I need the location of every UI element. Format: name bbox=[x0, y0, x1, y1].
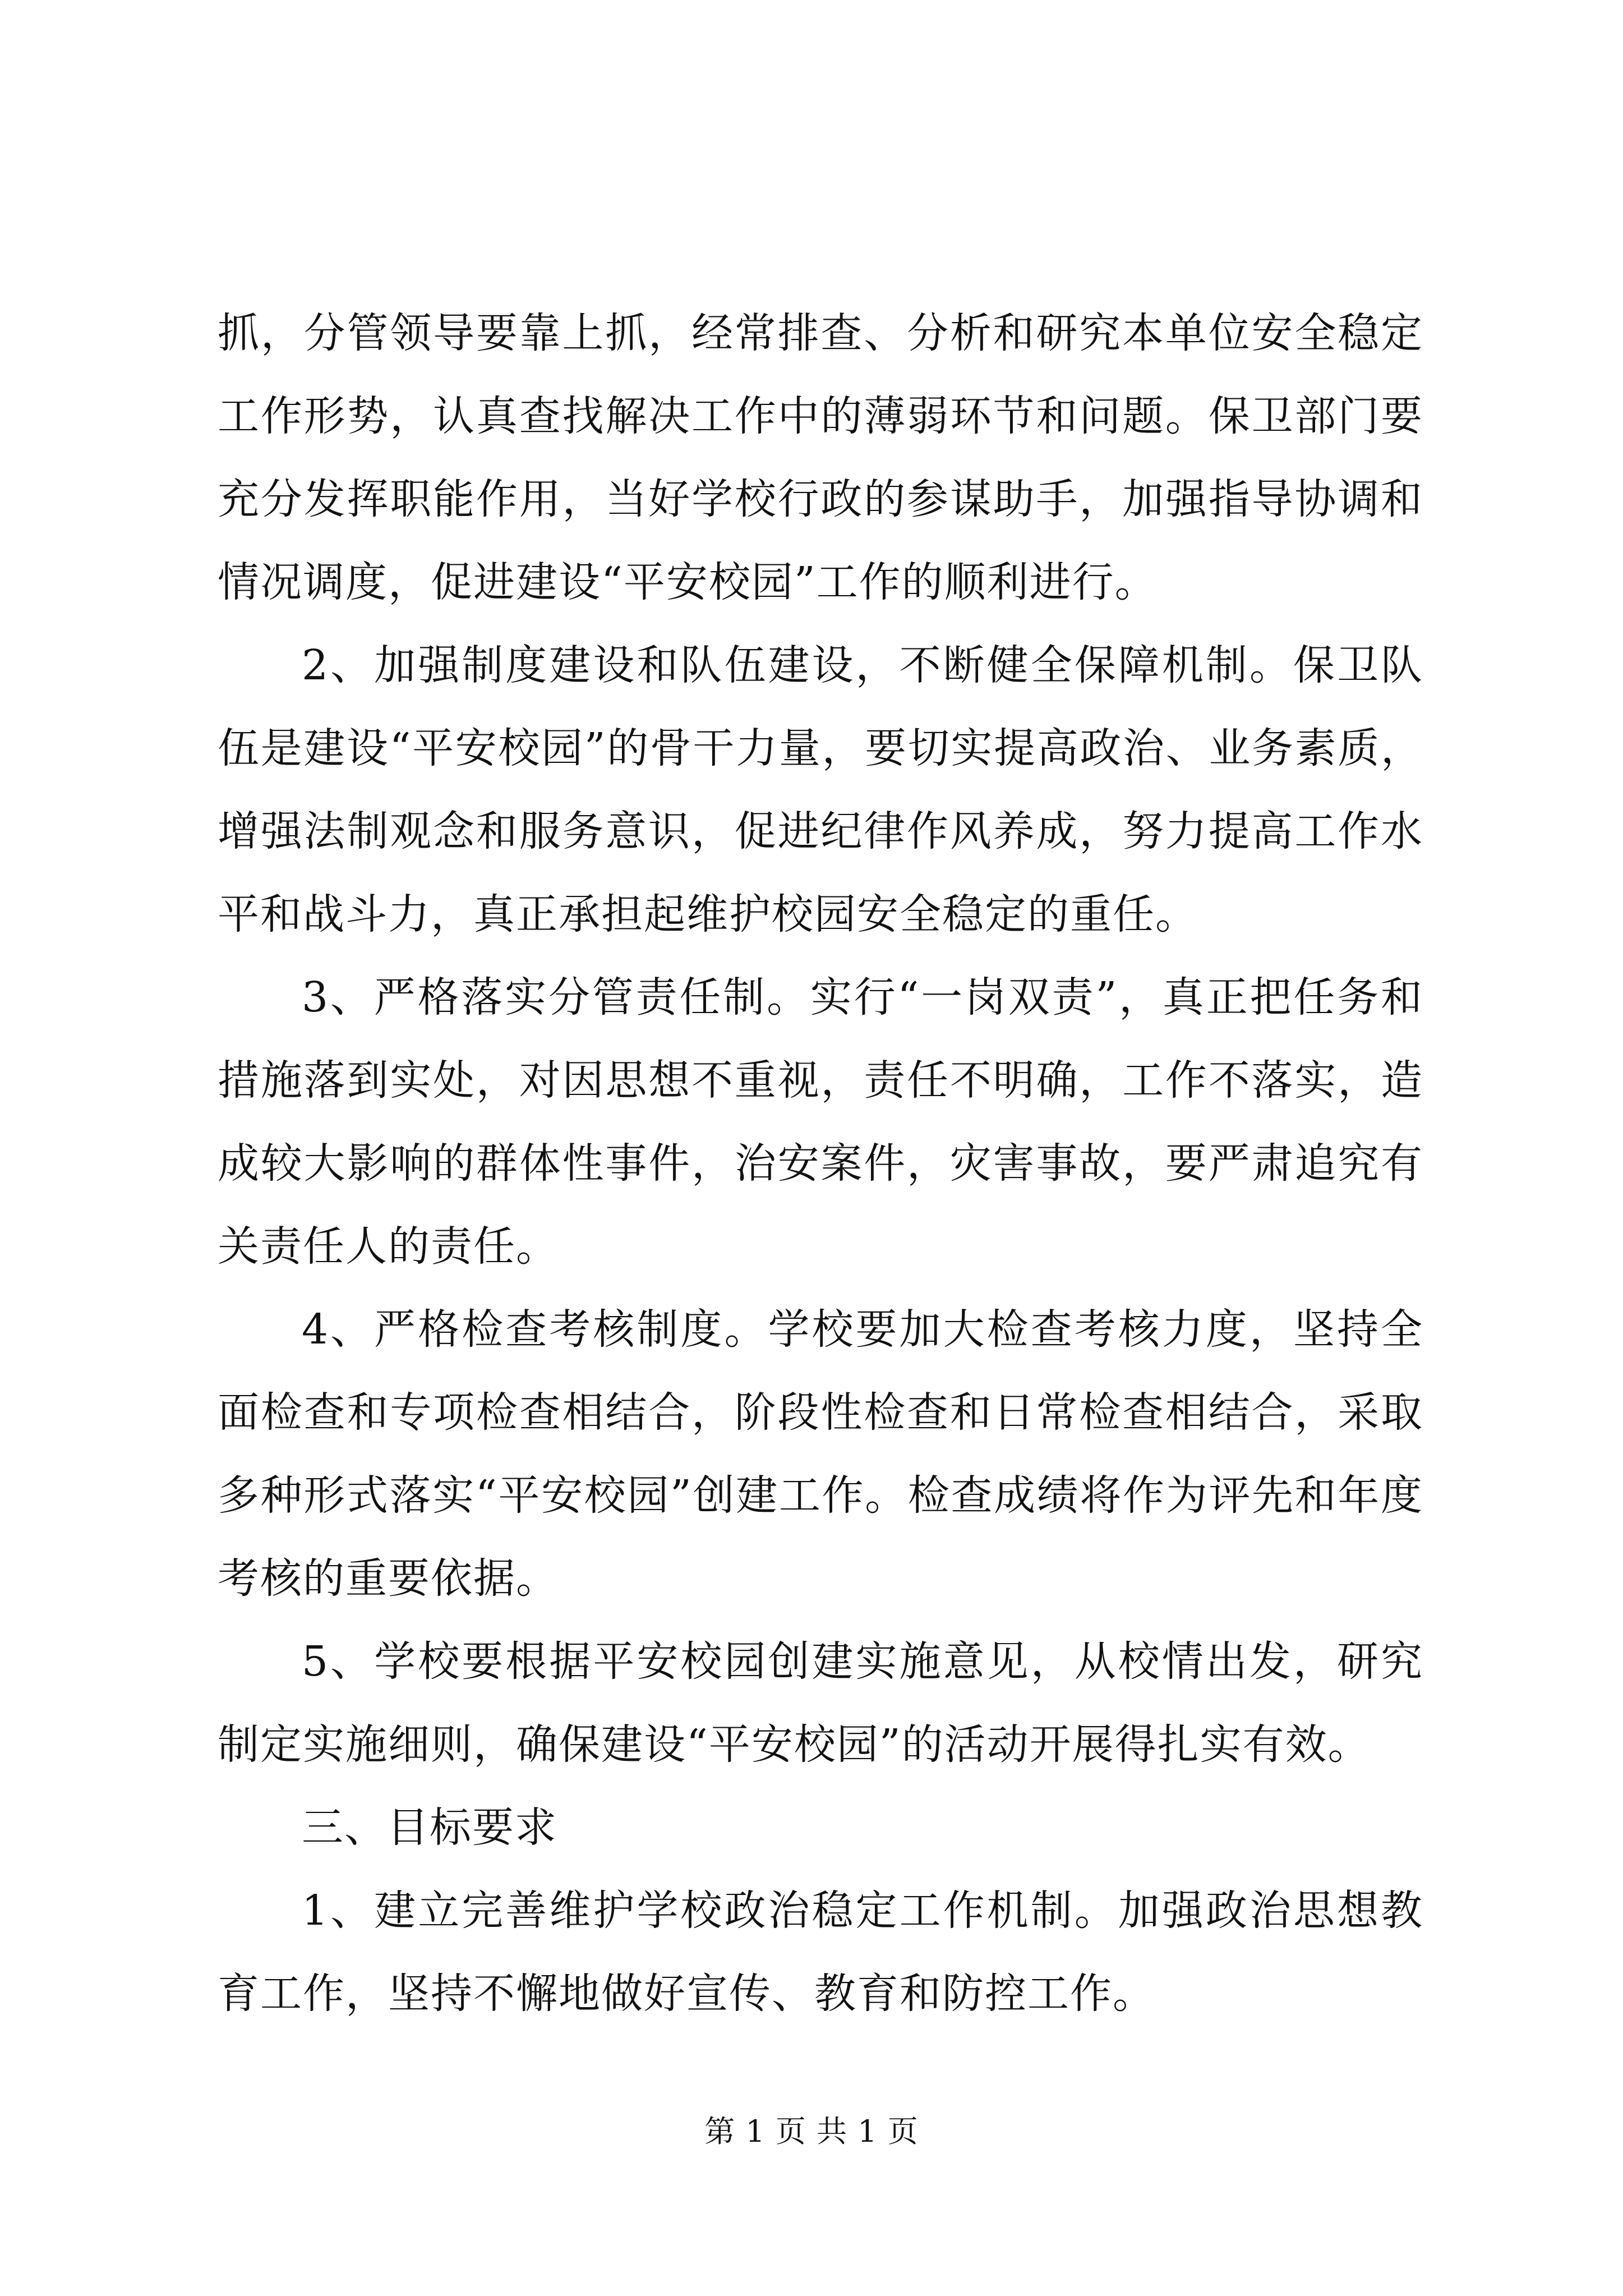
paragraph-item-2: 2、加强制度建设和队伍建设，不断健全保障机制。保卫队伍是建设“平安校园”的骨干力量，要切实提高政治、业务素质，增强法制观念和服务意识，促进纪律作风养成，努力提高工作水平和战斗力，真正承担起维护校园安全稳定的重任。 bbox=[218, 641, 1423, 938]
paragraph-continuation: 抓，分管领导要靠上抓，经常排查、分析和研究本单位安全稳定工作形势，认真查找解决工作中的薄弱环节和问题。保卫部门要充分发挥职能作用，当好学校行政的参谋助手，加强指导协调和情况调度，促进建设“平安校园”工作的顺利进行。 bbox=[218, 309, 1423, 606]
paragraph-item-3: 3、严格落实分管责任制。实行“一岗双责”，真正把任务和措施落到实处，对因思想不重视，责任不明确，工作不落实，造成较大影响的群体性事件，治安案件，灾害事故，要严肃追究有关责任人的责任。 bbox=[218, 973, 1423, 1271]
section-heading: 三、目标要求 bbox=[302, 1803, 557, 1852]
paragraph-item-5: 5、学校要根据平安校园创建实施意见，从校情出发，研究制定实施细则，确保建设“平安校园”的活动开展得扎实有效。 bbox=[218, 1637, 1423, 1769]
document-body bbox=[218, 292, 1423, 2035]
page-footer: 第 1 页 共 1 页 bbox=[704, 2114, 919, 2149]
paragraph-item-4: 4、严格检查考核制度。学校要加大检查考核力度，坚持全面检查和专项检查相结合，阶段性检查和日常检查相结合，采取多种形式落实“平安校园”创建工作。检查成绩将作为评先和年度考核的重要依据。 bbox=[218, 1305, 1423, 1603]
paragraph-goal-1: 1、建立完善维护学校政治稳定工作机制。加强政治思想教育工作，坚持不懈地做好宣传、教育和防控工作。 bbox=[218, 1887, 1423, 2018]
